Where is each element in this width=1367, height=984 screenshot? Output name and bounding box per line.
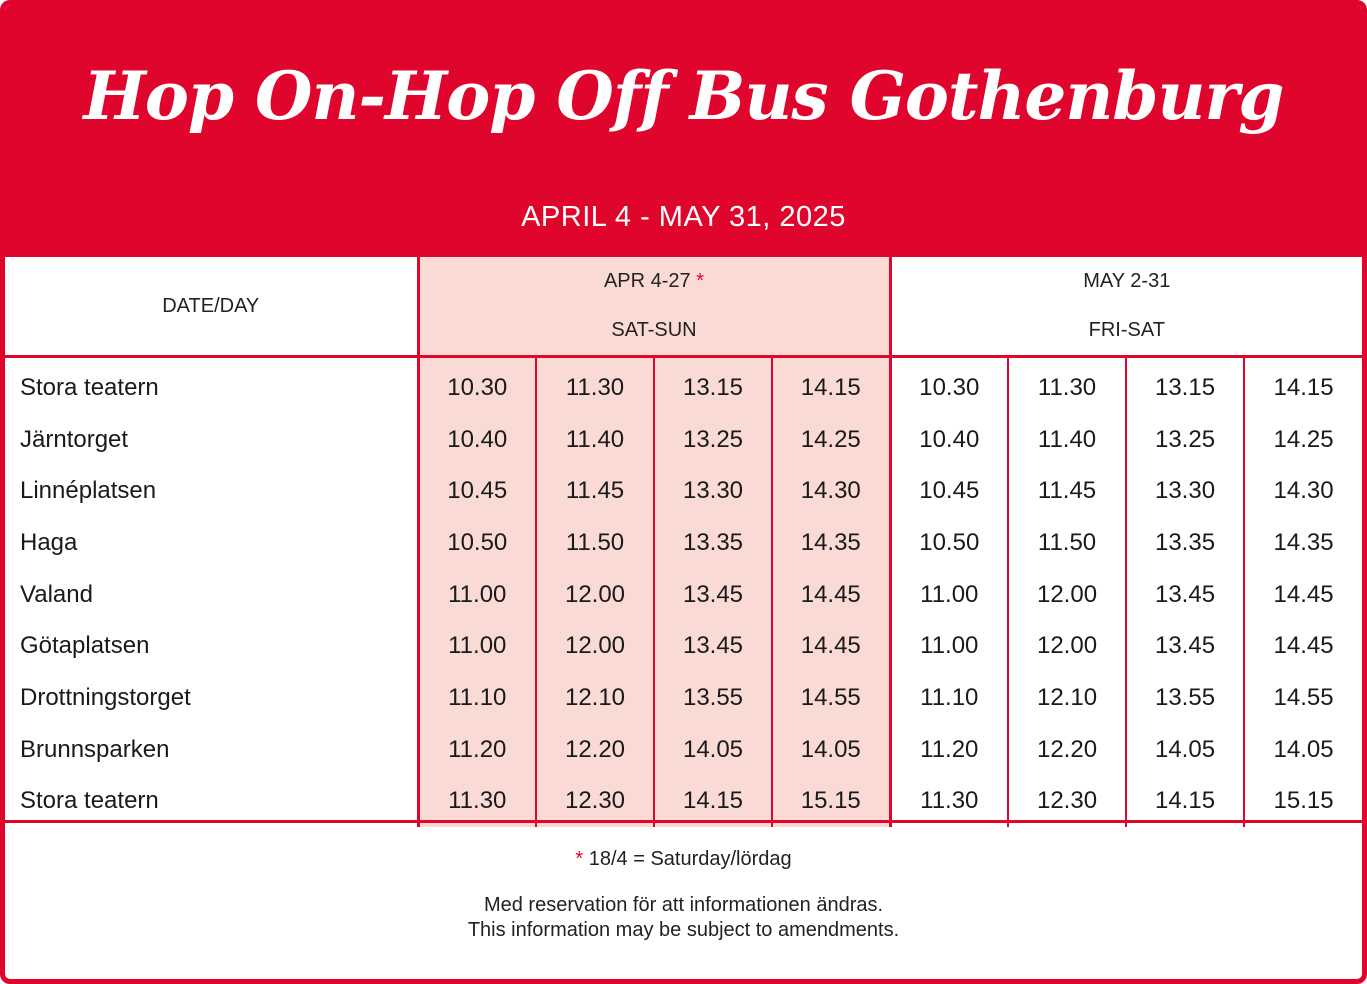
footnote bbox=[5, 845, 1362, 873]
footnote-marker: * bbox=[575, 848, 584, 870]
departure-time: 13.45 bbox=[654, 569, 772, 621]
departure-time: 13.35 bbox=[654, 517, 772, 569]
disclaimer-swedish: Med reservation för att informationen ändras. bbox=[483, 894, 884, 916]
header-banner bbox=[5, 5, 1362, 257]
departure-time: 10.45 bbox=[418, 465, 536, 517]
departure-time: 11.30 bbox=[536, 357, 654, 414]
departure-time: 12.30 bbox=[1008, 776, 1126, 828]
footer bbox=[5, 820, 1362, 984]
departure-time: 14.55 bbox=[1244, 672, 1362, 724]
departure-time: 11.50 bbox=[1008, 517, 1126, 569]
period-a-days: SAT-SUN bbox=[418, 306, 890, 357]
departure-time: 12.10 bbox=[1008, 672, 1126, 724]
departure-time: 11.00 bbox=[418, 620, 536, 672]
departure-time: 12.20 bbox=[1008, 724, 1126, 776]
page-title: Hop On-Hop Off Bus Gothenburg bbox=[83, 57, 1284, 135]
departure-time: 14.45 bbox=[772, 620, 890, 672]
departure-time: 13.15 bbox=[654, 357, 772, 414]
departure-time: 12.00 bbox=[1008, 569, 1126, 621]
departure-time: 13.55 bbox=[1126, 672, 1244, 724]
departure-time: 14.45 bbox=[1244, 569, 1362, 621]
table-row bbox=[5, 414, 1362, 466]
departure-time: 11.50 bbox=[536, 517, 654, 569]
departure-time: 13.30 bbox=[1126, 465, 1244, 517]
disclaimer-english: This information may be subject to amendments. bbox=[467, 919, 900, 941]
departure-time: 13.25 bbox=[1126, 414, 1244, 466]
departure-time: 12.10 bbox=[536, 672, 654, 724]
departure-time: 11.30 bbox=[890, 776, 1008, 828]
departure-time: 10.50 bbox=[890, 517, 1008, 569]
departure-time: 10.40 bbox=[418, 414, 536, 466]
stop-name: Drottningstorget bbox=[20, 683, 191, 711]
departure-time: 14.25 bbox=[772, 414, 890, 466]
disclaimer bbox=[5, 893, 1362, 943]
stop-name: Stora teatern bbox=[20, 787, 159, 815]
departure-time: 11.00 bbox=[890, 620, 1008, 672]
period-b-range: MAY 2-31 bbox=[890, 257, 1362, 306]
departure-time: 11.45 bbox=[536, 465, 654, 517]
stop-name: Valand bbox=[20, 580, 93, 608]
departure-time: 11.00 bbox=[890, 569, 1008, 621]
departure-time: 10.40 bbox=[890, 414, 1008, 466]
asterisk-marker: * bbox=[696, 270, 705, 292]
date-day-header: DATE/DAY bbox=[162, 294, 260, 317]
departure-time: 14.45 bbox=[772, 569, 890, 621]
departure-time: 13.45 bbox=[1126, 569, 1244, 621]
stop-name: Brunnsparken bbox=[20, 735, 170, 763]
stop-name: Linnéplatsen bbox=[20, 477, 157, 505]
stop-name: Järntorget bbox=[20, 425, 129, 453]
departure-time: 14.15 bbox=[1126, 776, 1244, 828]
period-b-days: FRI-SAT bbox=[890, 306, 1362, 357]
departure-time: 14.30 bbox=[772, 465, 890, 517]
departure-time: 12.00 bbox=[1008, 620, 1126, 672]
table-row bbox=[5, 569, 1362, 621]
departure-time: 14.05 bbox=[654, 724, 772, 776]
departure-time: 14.05 bbox=[772, 724, 890, 776]
table-row bbox=[5, 465, 1362, 517]
departure-time: 15.15 bbox=[772, 776, 890, 828]
departure-time: 13.35 bbox=[1126, 517, 1244, 569]
departure-time: 12.00 bbox=[536, 620, 654, 672]
timetable bbox=[5, 257, 1362, 827]
departure-time: 14.35 bbox=[1244, 517, 1362, 569]
stop-name: Götaplatsen bbox=[20, 632, 150, 660]
departure-time: 11.20 bbox=[418, 724, 536, 776]
departure-time: 11.20 bbox=[890, 724, 1008, 776]
departure-time: 10.30 bbox=[890, 357, 1008, 414]
departure-time: 13.45 bbox=[1126, 620, 1244, 672]
departure-time: 15.15 bbox=[1244, 776, 1362, 828]
period-a-range bbox=[418, 257, 890, 306]
departure-time: 14.15 bbox=[1244, 357, 1362, 414]
departure-time: 13.55 bbox=[654, 672, 772, 724]
departure-time: 14.45 bbox=[1244, 620, 1362, 672]
departure-time: 14.35 bbox=[772, 517, 890, 569]
departure-time: 14.05 bbox=[1126, 724, 1244, 776]
departure-time: 11.40 bbox=[536, 414, 654, 466]
stop-name: Haga bbox=[20, 528, 78, 556]
departure-time: 14.15 bbox=[772, 357, 890, 414]
departure-time: 13.25 bbox=[654, 414, 772, 466]
departure-time: 12.20 bbox=[536, 724, 654, 776]
departure-time: 10.50 bbox=[418, 517, 536, 569]
table-row bbox=[5, 620, 1362, 672]
departure-time: 12.30 bbox=[536, 776, 654, 828]
departure-time: 10.30 bbox=[418, 357, 536, 414]
departure-time: 11.00 bbox=[418, 569, 536, 621]
departure-time: 14.25 bbox=[1244, 414, 1362, 466]
footnote-text: 18/4 = Saturday/lördag bbox=[588, 848, 792, 870]
table-row bbox=[5, 357, 1362, 414]
stop-name: Stora teatern bbox=[5, 357, 418, 414]
departure-time: 10.45 bbox=[890, 465, 1008, 517]
departure-time: 14.55 bbox=[772, 672, 890, 724]
table-row bbox=[5, 672, 1362, 724]
departure-time: 11.10 bbox=[890, 672, 1008, 724]
period-a-range-text: APR 4-27 bbox=[603, 270, 691, 292]
departure-time: 13.45 bbox=[654, 620, 772, 672]
departure-time: 11.30 bbox=[1008, 357, 1126, 414]
departure-time: 11.45 bbox=[1008, 465, 1126, 517]
table-row bbox=[5, 517, 1362, 569]
table-row bbox=[5, 724, 1362, 776]
departure-time: 14.30 bbox=[1244, 465, 1362, 517]
date-range: APRIL 4 - MAY 31, 2025 bbox=[521, 201, 846, 233]
departure-time: 13.15 bbox=[1126, 357, 1244, 414]
departure-time: 13.30 bbox=[654, 465, 772, 517]
departure-time: 14.15 bbox=[654, 776, 772, 828]
departure-time: 14.05 bbox=[1244, 724, 1362, 776]
departure-time: 11.10 bbox=[418, 672, 536, 724]
departure-time: 11.30 bbox=[418, 776, 536, 828]
departure-time: 11.40 bbox=[1008, 414, 1126, 466]
departure-time: 12.00 bbox=[536, 569, 654, 621]
